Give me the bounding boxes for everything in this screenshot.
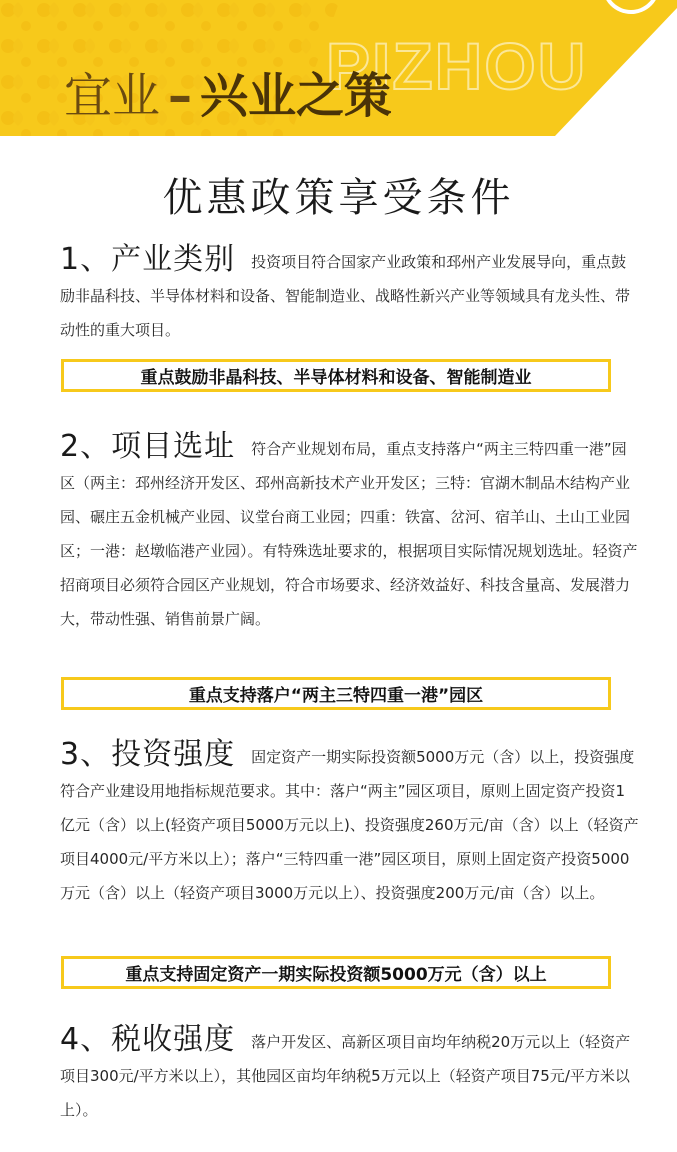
banner-title-part2: 兴业之策 bbox=[200, 68, 393, 124]
section-paragraph bbox=[60, 738, 640, 910]
section-title: 1、产业类别 bbox=[60, 242, 236, 277]
highlight-box: 重点支持落户“两主三特四重一港”园区 bbox=[61, 677, 611, 710]
highlight-box: 重点支持固定资产一期实际投资额5000万元（含）以上 bbox=[61, 956, 611, 989]
header-banner bbox=[0, 0, 677, 136]
section-investment-intensity bbox=[60, 738, 640, 910]
section-body: 符合产业规划布局，重点支持落户“两主三特四重一港”园区（两主：邳州经济开发区、邳州高新技术产业开发区；三特：官湖木制品木结构产业园、碾庄五金机械产业园、议堂台商工业园；四重：铁富、岔河、宿羊山、土山工业园区；一港：赵墩临港产业园）。有特殊选址要求的，根据项目实际情况规划选址。轻资产招商项目必须符合园区产业规划，符合市场要求、经济效益好、科技含量高、发展潜力大，带动性强、销售前景广阔。 bbox=[60, 440, 638, 628]
section-title: 2、项目选址 bbox=[60, 429, 236, 464]
banner-title-dash: – bbox=[168, 68, 193, 124]
section-paragraph bbox=[60, 430, 640, 636]
section-tax-intensity bbox=[60, 1023, 640, 1127]
section-body: 落户开发区、高新区项目亩均年纳税20万元以上（轻资产项目300元/平方米以上），其他园区亩均年纳税5万元以上（轻资产项目75元/平方米以上）。 bbox=[60, 1033, 631, 1119]
section-title: 4、税收强度 bbox=[60, 1022, 236, 1057]
section-industry-category bbox=[60, 243, 640, 347]
highlight-box: 重点鼓励非晶科技、半导体材料和设备、智能制造业 bbox=[61, 359, 611, 392]
section-project-site bbox=[60, 430, 640, 636]
section-title: 3、投资强度 bbox=[60, 737, 236, 772]
banner-title bbox=[64, 66, 392, 126]
banner-title-part1: 宜业 bbox=[64, 68, 161, 124]
page-title: 优惠政策享受条件 bbox=[162, 175, 515, 221]
section-paragraph bbox=[60, 1023, 640, 1127]
section-body: 固定资产一期实际投资额5000万元（含）以上，投资强度符合产业建设用地指标规范要求。其中：落户“两主”园区项目，原则上固定资产投资1亿元（含）以上(轻资产项目5000万元以上)、投资强度260万元/亩（含）以上（轻资产项目4000元/平方米以上）；落户“三特四重一港”园区项目，原则上固定资产投资5000万元（含）以上（轻资产项目3000万元以上）、投资强度200万元/亩（含）以上。 bbox=[60, 748, 639, 902]
section-body: 投资项目符合国家产业政策和邳州产业发展导向，重点鼓励非晶科技、半导体材料和设备、智能制造业、战略性新兴产业等领域具有龙头性、带动性的重大项目。 bbox=[60, 253, 631, 339]
pizhou-watermark: PIZHOU bbox=[326, 29, 588, 103]
section-paragraph bbox=[60, 243, 640, 347]
